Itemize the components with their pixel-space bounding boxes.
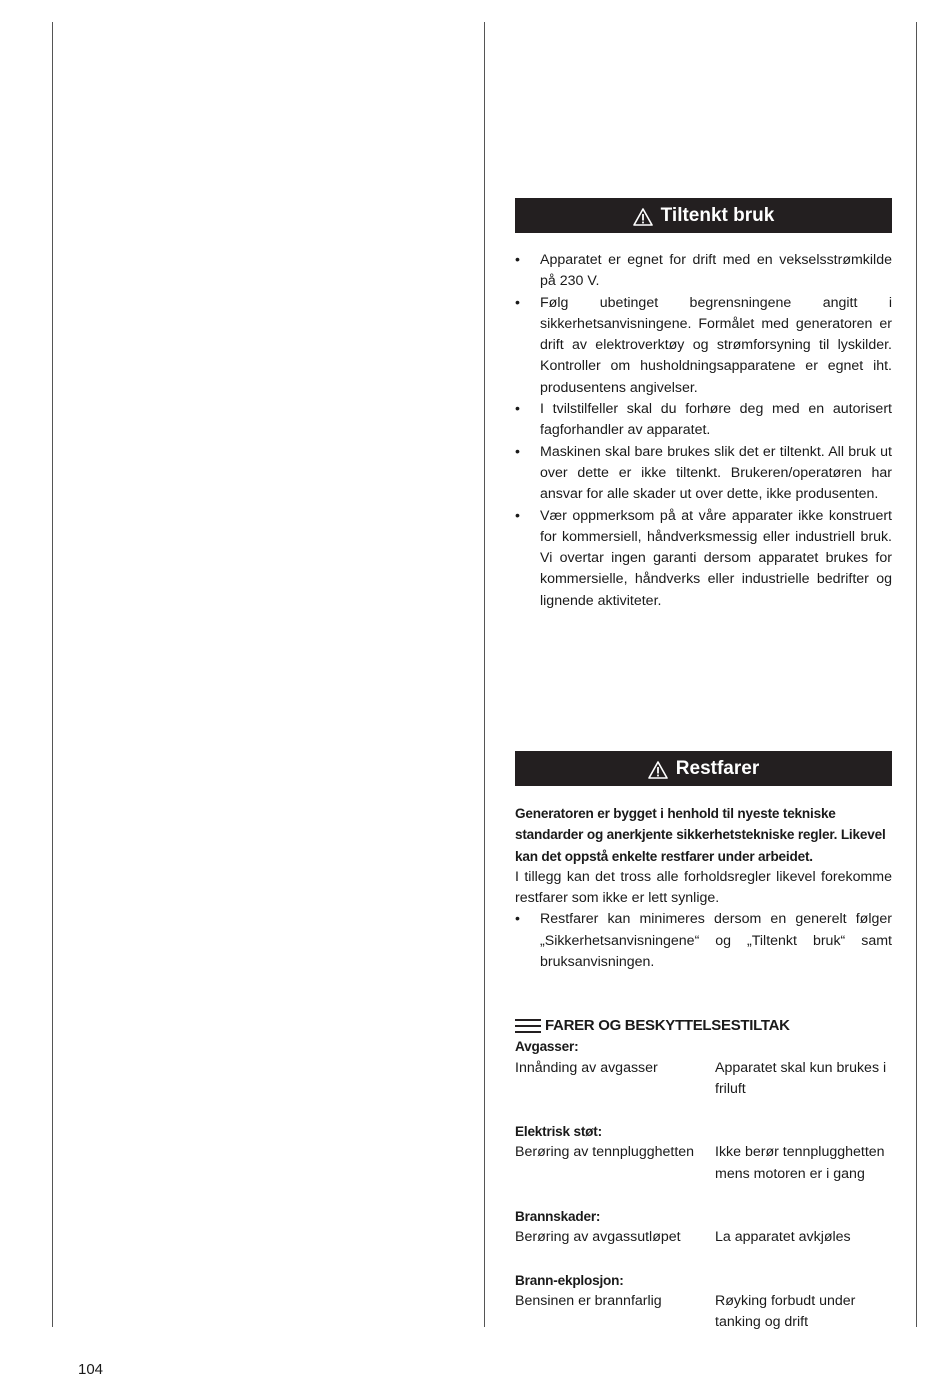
hazard-measure: Ikke berør tennplugghetten mens motoren er i gang xyxy=(715,1144,885,1182)
hazards-heading xyxy=(515,1015,892,1036)
residual-risks-list xyxy=(515,909,892,973)
residual-risks-bold-intro: Generatoren er bygget i henhold til nyeste tekniske standarder og anerkjente sikkerhetstekniske regler. Likevel xyxy=(515,806,886,843)
hazard-row xyxy=(515,1291,892,1334)
intended-use-title: Tiltenkt bruk xyxy=(660,204,775,226)
list-item: • Maskinen skal bare brukes slik det er tiltenkt. All bruk ut over dette er ikke tiltenkt. Brukeren/operatøren har ansvar for alle skader ut over dette, ikke produsenten. xyxy=(515,442,892,506)
hazard-description: Innånding av avgasser xyxy=(515,1059,658,1076)
lines-icon xyxy=(515,1018,541,1034)
hazard-row xyxy=(515,1058,892,1101)
residual-risks-text: I tillegg kan det tross alle forholdsregler likevel forekomme restfarer som ikke er lett synlige. xyxy=(515,868,892,907)
list-item: • Følg ubetinget begrensningene angitt i sikkerhetsanvisningene. Formålet med generatoren er drift av elektroverktøy og strømforsyning til lyskilder. Kontroller om husholdningsapparatene er egnet iht. produsentens angivelser. xyxy=(515,293,892,399)
hazard-description: Berøring av tennplugghetten xyxy=(515,1144,695,1161)
hazard-measure: La apparatet avkjøles xyxy=(715,1229,851,1246)
residual-risks-header xyxy=(515,751,892,786)
hazard-label: Brannskader: xyxy=(515,1209,601,1225)
intended-use-list xyxy=(515,250,892,612)
intended-use-section xyxy=(515,250,892,612)
residual-risks-section xyxy=(515,803,892,973)
residual-risks-title: Restfarer xyxy=(675,757,760,779)
warning-triangle-icon xyxy=(648,761,668,779)
warning-triangle-icon xyxy=(633,208,653,226)
list-item: • I tvilstilfeller skal du forhøre deg med en autorisert fagforhandler av apparatet. xyxy=(515,399,892,442)
hazard-label: Elektrisk støt: xyxy=(515,1124,602,1140)
center-divider-line xyxy=(484,22,485,1327)
hazard-label: Brann-ekplosjon: xyxy=(515,1272,624,1288)
hazards-section xyxy=(515,1015,892,1334)
hazard-measure: Røyking forbudt under tanking og drift xyxy=(715,1292,856,1331)
hazard-row xyxy=(515,1227,892,1248)
list-item: • Vær oppmerksom på at våre apparater ikke konstruert for kommersiell, håndverksmessig eller industriell bruk. Vi overtar ingen garanti dersom apparatet brukes for kommersielle, håndverks eller industrielle bedrifter og lignende aktiviteter. xyxy=(515,506,892,612)
hazard-label: Avgasser: xyxy=(515,1039,579,1055)
page-number: 104 xyxy=(78,1361,104,1378)
list-item: • Apparatet er egnet for drift med en vekselsstrømkilde på 230 V. xyxy=(515,250,892,293)
hazard-measure: Apparatet skal kun brukes i friluft xyxy=(715,1059,887,1097)
residual-risks-bold-intro-2: kan det oppstå enkelte restfarer under arbeidet. xyxy=(515,848,813,864)
hazard-row xyxy=(515,1142,892,1185)
right-margin-line xyxy=(916,22,917,1327)
intended-use-header xyxy=(515,198,892,233)
left-margin-line xyxy=(52,22,53,1327)
hazards-title: FARER OG BESKYTTELSESTILTAK xyxy=(545,1017,790,1034)
list-item: • Restfarer kan minimeres dersom en generelt følger „Sikkerhetsanvisningene“ og „Tiltenkt bruk“ samt bruksanvisningen. xyxy=(515,909,892,973)
hazard-description: Berøring av avgassutløpet xyxy=(515,1229,681,1246)
hazard-description: Bensinen er brannfarlig xyxy=(515,1292,662,1309)
